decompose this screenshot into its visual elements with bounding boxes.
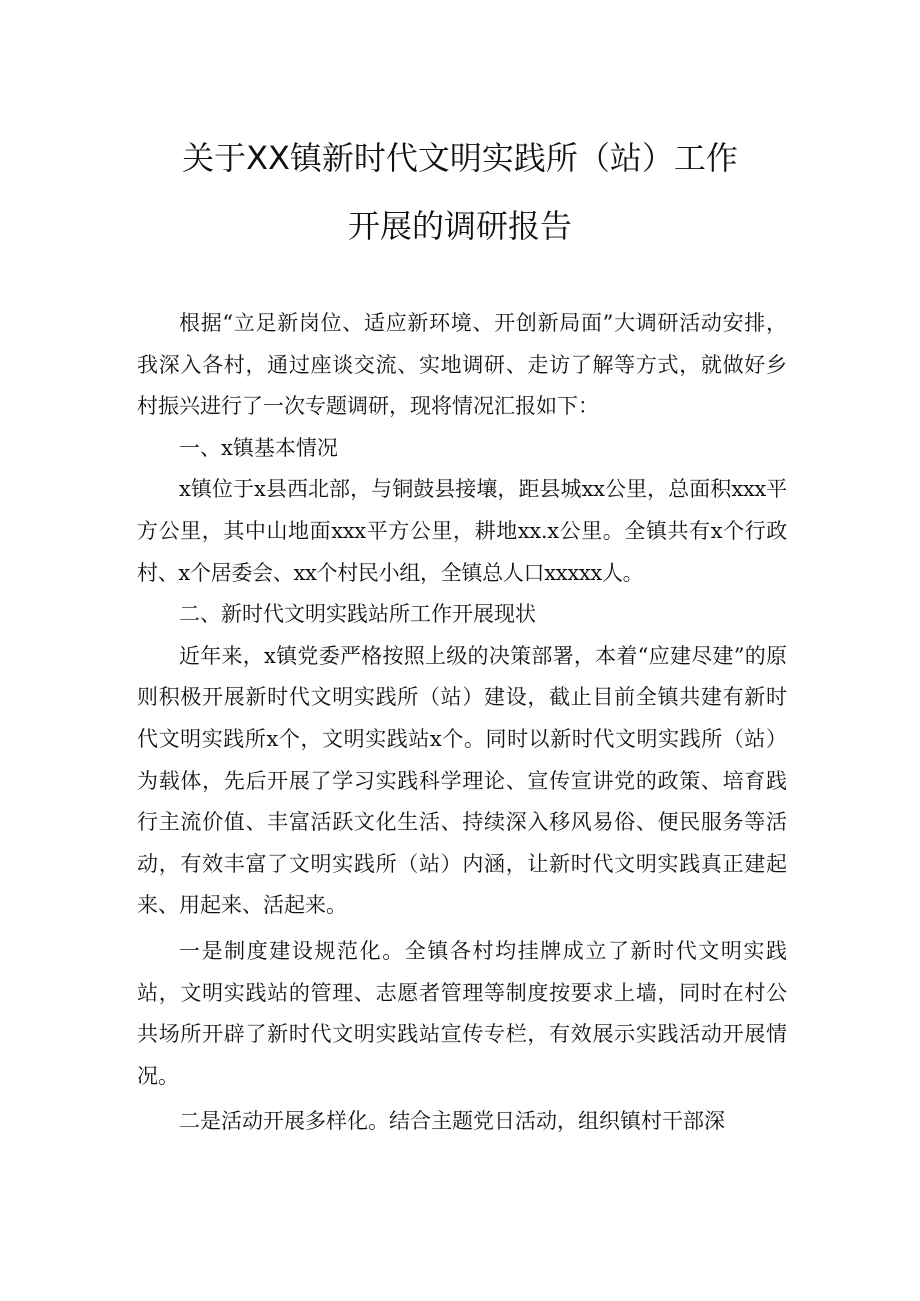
- paragraph-point-2: 二是活动开展多样化。结合主题党日活动，组织镇村干部深: [179, 1109, 725, 1134]
- document-title-line-1: 关于XX镇新时代文明实践所（站）工作: [182, 139, 738, 177]
- paragraph-intro: 根据“立足新岗位、适应新环境、开创新局面”大调研活动安排，我深入各村，通过座谈交流、实地调研、走访了解等方式，就做好乡村振兴进行了一次专题调研，现将情况汇报如下：: [137, 311, 787, 419]
- document-title-line-2: 开展的调研报告: [347, 207, 572, 245]
- paragraph-point-1: 一是制度建设规范化。全镇各村均挂牌成立了新时代文明实践站，文明实践站的管理、志愿者管理等制度按要求上墙，同时在村公共场所开辟了新时代文明实践站宣传专栏，有效展示实践活动开展情况。: [137, 938, 787, 1088]
- section-heading-2: 二、新时代文明实践站所工作开展现状: [179, 602, 536, 627]
- document-body: [137, 303, 787, 1143]
- paragraph-current-status: 近年来，x镇党委严格按照上级的决策部署，本着“应建尽建”的原则积极开展新时代文明实践所（站）建设，截止目前全镇共建有新时代文明实践所x个，文明实践站x个。同时以新时代文明实践所（站）为载体，先后开展了学习实践科学理论、宣传宣讲党的政策、培育践行主流价值、丰富活跃文化生活、持续深入移风易俗、便民服务等活动，有效丰富了文明实践所（站）内涵，让新时代文明实践真正建起来、用起来、活起来。: [137, 643, 787, 918]
- section-heading-1: 一、x镇基本情况: [179, 435, 338, 460]
- paragraph-basic-info: x镇位于x县西北部，与铜鼓县接壤，距县城xx公里，总面积xxx平方公里，其中山地面xxx平方公里，耕地xx.x公里。全镇共有x个行政村、x个居委会、xx个村民小组，全镇总人口xxxxx人。: [137, 477, 787, 585]
